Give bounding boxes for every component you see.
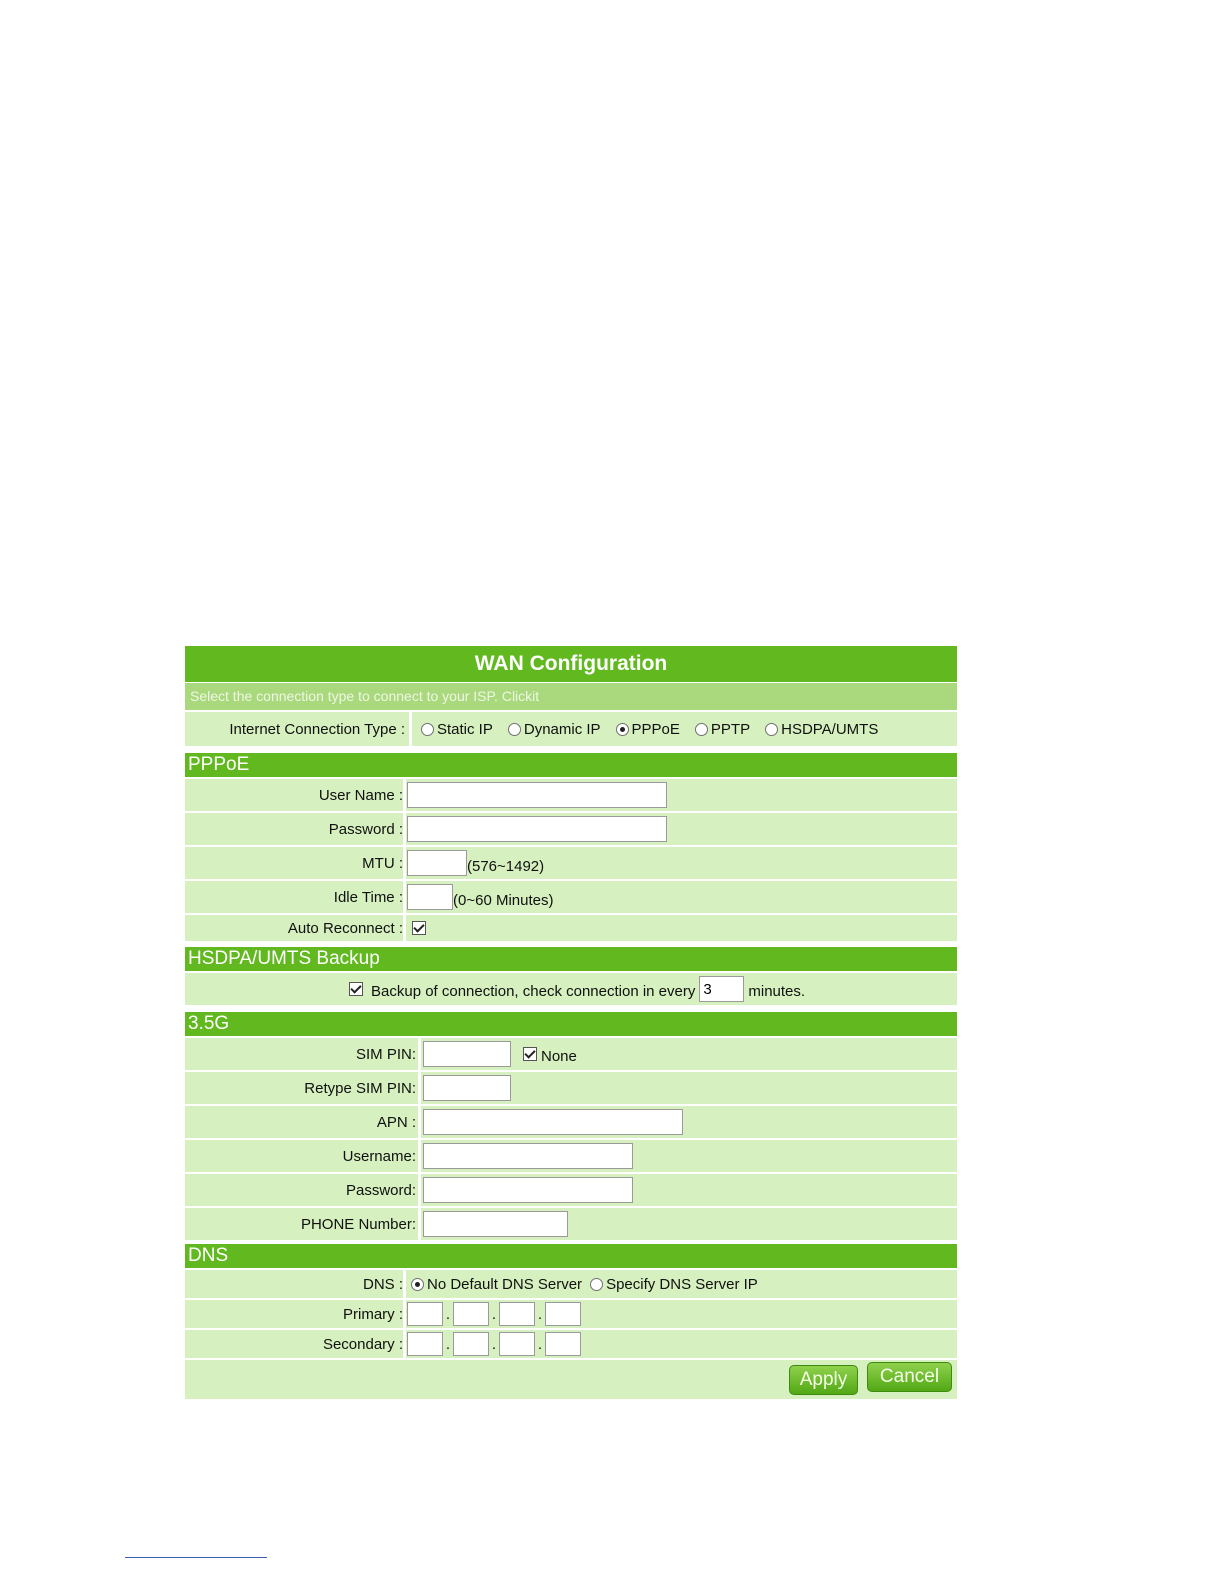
radio-static-ip[interactable] — [421, 721, 493, 738]
idle-time-hint: (0~60 Minutes) — [453, 891, 554, 909]
auto-reconnect-checkbox[interactable] — [412, 921, 426, 935]
ip-separator: . — [445, 1305, 451, 1323]
pppoe-password-row — [185, 813, 957, 845]
row-divider — [403, 915, 406, 941]
pppoe-password-input[interactable] — [407, 816, 667, 842]
radio-dynamic-ip[interactable] — [508, 721, 601, 738]
row-divider — [403, 881, 406, 913]
dns-row — [185, 1270, 957, 1298]
retype-sim-pin-label: Retype SIM PIN: — [304, 1079, 416, 1097]
mtu-hint: (576~1492) — [467, 857, 545, 875]
ip-separator: . — [537, 1335, 543, 1353]
radio-icon[interactable] — [695, 723, 708, 736]
radio-pppoe[interactable] — [616, 721, 680, 738]
auto-reconnect-row — [185, 915, 957, 941]
row-divider — [418, 1174, 421, 1206]
row-divider — [418, 1208, 421, 1240]
g35-password-input[interactable] — [423, 1177, 633, 1203]
primary-dns-row — [185, 1300, 957, 1328]
sim-pin-none-checkbox[interactable] — [523, 1047, 537, 1061]
wan-configuration-panel — [185, 646, 957, 1399]
g35-username-input[interactable] — [423, 1143, 633, 1169]
radio-label: Specify DNS Server IP — [606, 1275, 758, 1293]
backup-suffix: minutes. — [748, 982, 806, 1000]
row-divider — [403, 1270, 406, 1298]
radio-pptp[interactable] — [695, 721, 750, 738]
radio-hsdpa-umts[interactable] — [765, 721, 878, 738]
mtu-row — [185, 847, 957, 879]
radio-label: PPPoE — [631, 720, 680, 738]
sim-pin-row — [185, 1038, 957, 1070]
g35-password-label: Password: — [345, 1181, 416, 1199]
row-divider — [403, 813, 406, 845]
primary-dns-octet-2[interactable] — [453, 1302, 489, 1326]
phone-number-row — [185, 1208, 957, 1240]
g35-username-label: Username: — [342, 1147, 416, 1165]
idle-time-row — [185, 881, 957, 913]
apply-button[interactable]: Apply — [789, 1365, 858, 1395]
backup-checkbox[interactable] — [349, 982, 363, 996]
secondary-dns-octet-1[interactable] — [407, 1332, 443, 1356]
radio-label: Static IP — [437, 720, 493, 738]
radio-icon[interactable] — [508, 723, 521, 736]
phone-number-input[interactable] — [423, 1211, 568, 1237]
sim-pin-input[interactable] — [423, 1041, 511, 1067]
radio-no-default-dns[interactable] — [411, 1276, 582, 1293]
page-title: WAN Configuration — [185, 646, 957, 682]
row-divider — [418, 1072, 421, 1104]
primary-dns-octet-1[interactable] — [407, 1302, 443, 1326]
pppoe-password-label: Password : — [328, 820, 403, 838]
connection-type-row — [185, 712, 957, 746]
primary-dns-octet-4[interactable] — [545, 1302, 581, 1326]
intro-text: Select the connection type to connect to your ISP. Clickit — [185, 683, 957, 710]
apn-row — [185, 1106, 957, 1138]
idle-time-label: Idle Time : — [333, 888, 403, 906]
backup-section-header: HSDPA/UMTS Backup — [185, 947, 957, 971]
apn-input[interactable] — [423, 1109, 683, 1135]
row-divider — [403, 847, 406, 879]
row-divider — [418, 1140, 421, 1172]
row-divider — [403, 779, 406, 811]
ip-separator: . — [445, 1335, 451, 1353]
user-name-row — [185, 779, 957, 811]
secondary-dns-octet-2[interactable] — [453, 1332, 489, 1356]
backup-text: Backup of connection, check connection in every — [371, 982, 696, 1000]
phone-number-label: PHONE Number: — [300, 1215, 416, 1233]
row-divider — [403, 1300, 406, 1328]
footnote-separator — [125, 1557, 267, 1558]
pppoe-user-name-input[interactable] — [407, 782, 667, 808]
secondary-dns-label: Secondary : — [322, 1335, 403, 1353]
dns-label: DNS : — [362, 1275, 403, 1293]
ip-separator: . — [491, 1335, 497, 1353]
g35-section-header: 3.5G — [185, 1012, 957, 1036]
connection-type-options — [421, 712, 893, 746]
g35-password-row — [185, 1174, 957, 1206]
dns-section-header: DNS — [185, 1244, 957, 1268]
radio-icon[interactable] — [765, 723, 778, 736]
apn-label: APN : — [376, 1113, 416, 1131]
backup-interval-input[interactable] — [699, 976, 744, 1002]
secondary-dns-octet-3[interactable] — [499, 1332, 535, 1356]
radio-icon[interactable] — [590, 1278, 603, 1291]
radio-specify-dns[interactable] — [590, 1276, 758, 1293]
radio-selected-icon[interactable] — [616, 723, 629, 736]
retype-sim-pin-input[interactable] — [423, 1075, 511, 1101]
radio-selected-icon[interactable] — [411, 1278, 424, 1291]
auto-reconnect-label: Auto Reconnect : — [287, 919, 403, 937]
radio-label: No Default DNS Server — [427, 1275, 583, 1293]
secondary-dns-octet-4[interactable] — [545, 1332, 581, 1356]
primary-dns-label: Primary : — [343, 1305, 403, 1323]
g35-username-row — [185, 1140, 957, 1172]
connection-type-label: Internet Connection Type : — [229, 720, 405, 738]
sim-pin-label: SIM PIN: — [355, 1045, 416, 1063]
radio-label: HSDPA/UMTS — [781, 720, 879, 738]
radio-label: PPTP — [710, 720, 751, 738]
cancel-button[interactable]: Cancel — [867, 1362, 952, 1392]
ip-separator: . — [537, 1305, 543, 1323]
sim-pin-none-label: None — [541, 1047, 577, 1065]
ip-separator: . — [491, 1305, 497, 1323]
idle-time-input[interactable] — [407, 884, 453, 910]
pppoe-section-header: PPPoE — [185, 753, 957, 777]
row-divider — [418, 1106, 421, 1138]
row-divider — [409, 712, 412, 746]
row-divider — [403, 1330, 406, 1358]
user-name-label: User Name : — [318, 786, 403, 804]
radio-label: Dynamic IP — [523, 720, 601, 738]
mtu-input[interactable] — [407, 850, 467, 876]
button-row — [185, 1360, 957, 1399]
retype-sim-pin-row — [185, 1072, 957, 1104]
row-divider — [418, 1038, 421, 1070]
radio-icon[interactable] — [421, 723, 434, 736]
secondary-dns-row — [185, 1330, 957, 1358]
mtu-label: MTU : — [362, 854, 403, 872]
primary-dns-octet-3[interactable] — [499, 1302, 535, 1326]
backup-row — [185, 973, 957, 1005]
